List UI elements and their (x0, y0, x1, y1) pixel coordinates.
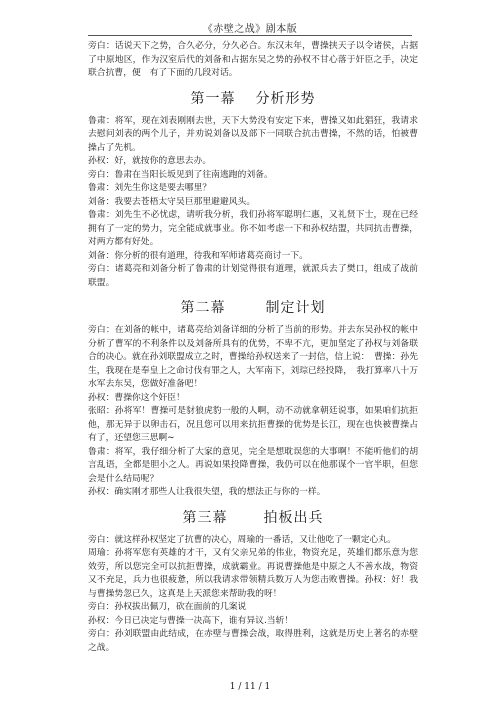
act-1 (88, 89, 418, 291)
dialogue-line: 旁白：诸葛亮和刘备分析了鲁肃的计划觉得很有道理，就派兵去了樊口，组成了战前联盟。 (88, 264, 418, 288)
dialogue-line: 鲁肃：将军，我仔细分析了大家的意见，完全是想耽误您的大事啊！不能听他们的胡言乱语，全都是胆小之人。再说如果投降曹操，我仍可以在他那谋个一官半职，但您会是什么结局呢？ (88, 446, 418, 484)
act-title (88, 508, 418, 528)
dialogue-line: 张昭：孙将军！曹操可是豺狼虎豹一般的人啊，动不动就拿朝廷说事，如果咱们抗拒他，那无异于以卵击石，况且您可以用来抗拒曹操的优势是长江，现在也快被曹操占有了，还望您三思啊~ (88, 406, 418, 443)
dialogue-line: 旁白：鲁肃在当阳长坂见到了往南逃跑的刘备。 (88, 169, 273, 180)
act-number: 第二幕 (180, 300, 226, 316)
dialogue-line: 旁白：就这样孙权坚定了抗曹的决心，周瑜的一番话，又让他吃了一颗定心丸。 (88, 534, 396, 545)
dialogue-line: 鲁肃：将军，现在刘表刚刚去世，天下大势没有安定下来，曹操又如此猖狂，我请求去慰问刘表的两个儿子，并劝说刘备以及部下一同联合抗击曹操，不然的话，怕被曹操占了先机。 (88, 115, 418, 153)
act-2 (88, 298, 418, 500)
dialogue-line: 旁白：在刘备的帐中，诸葛亮给刘备详细的分析了当前的形势。并去东吴孙权的帐中分析了曹军的不利条件以及刘备所具有的优势，不卑不亢，更加坚定了孙权与刘备联合的决心。就在孙刘联盟成立之时，曹操给孙权送来了一封信，信上说： 曹操：孙先生，我现在是奉皇上之命讨伐有罪之人，大军南下，刘琮已经投降， 我打算率八十万水军去东吴，您做好准备吧！ (88, 325, 418, 389)
dialogue-line: 孙权：今日已决定与曹操一决高下，谁有异议.当斩！ (88, 615, 294, 626)
act-title (88, 89, 418, 109)
intro-paragraph: 旁白：话说天下之势，合久必分，分久必合。东汉末年，曹操挟天子以令诸侯，占据了中原地区，作为汉室后代的刘备和占据东吴之势的孙权不甘心落于奸臣之手，决定联合抗曹，便 有了下面的几段对话。 (88, 41, 418, 78)
script-body (88, 40, 418, 655)
act-3 (88, 508, 418, 656)
page-number: 1 / 11 / 1 (229, 682, 271, 692)
header-rule (88, 35, 412, 36)
dialogue-line: 旁白：孙刘联盟由此结成，在赤壁与曹操会战，取得胜利，这就是历史上著名的赤壁之战。 (88, 629, 418, 653)
intro-block (88, 40, 418, 81)
page-header: 《赤壁之战》剧本版 (202, 24, 298, 35)
act-name: 制定计划 (265, 300, 326, 316)
dialogue-line: 鲁肃：刘先生你这是要去哪里？ (88, 183, 212, 193)
act-name: 拍板出兵 (263, 509, 324, 526)
act-name: 分析形势 (255, 90, 316, 107)
dialogue-line: 孙权：曹操你这个奸臣！ (88, 392, 185, 403)
act-title (88, 298, 418, 318)
dialogue-line: 孙权：确实刚才那些人让我很失望，我的想法正与你的一样。 (88, 487, 326, 497)
dialogue-line: 刘备：我要去苍梧太守吴巨那里避避风头。 (88, 196, 256, 207)
dialogue-line: 周瑜：孙将军您有英雄的才干，又有父亲兄弟的伟业，物资充足，英雄们都乐意为您效劳，所以您完全可以抗拒曹操，成就霸业。再说曹操他是中原之人不善水战，物资又不充足，兵力也很疲惫，所以我请求带领精兵数万人为您击败曹操。孙权：好！我与曹操势忽已久，这真是上天派您来帮助我的呀！ (88, 548, 418, 599)
dialogue-line: 孙权：好，就按你的意思去办。 (88, 156, 212, 166)
act-number: 第一幕 (190, 90, 236, 107)
dialogue-line: 鲁肃：刘先生不必忧虑，请听我分析，我们孙将军聪明仁惠，又礼贤下士，现在已经拥有了一定的势力，完全能成就事业。你不如考虑一下和孙权结盟，共同抗击曹操，对两方都有好处。 (88, 210, 418, 247)
act-number: 第三幕 (182, 509, 228, 526)
dialogue-line: 旁白：孙权拔出佩刀，砍在面前的几案说 (88, 602, 247, 612)
dialogue-line: 刘备：你分析的很有道理，待我和军师诸葛亮商讨一下。 (88, 250, 308, 261)
